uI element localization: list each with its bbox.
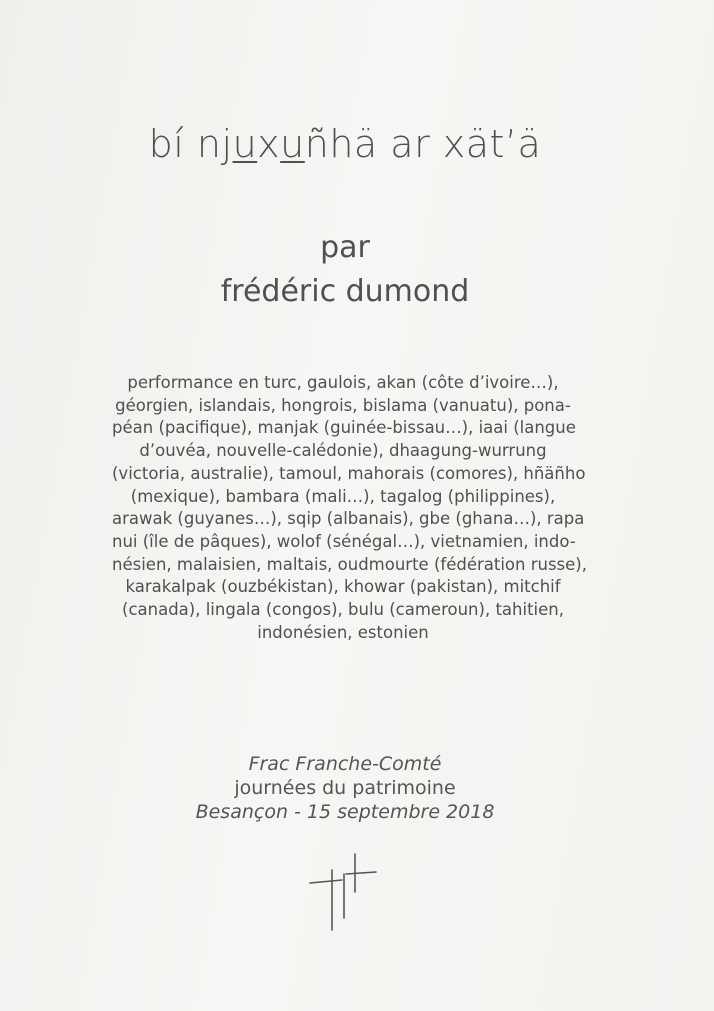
languages-line: (victoria, australie), tamoul, mahorais (comores), hñäñho [112, 463, 586, 483]
languages-line: (canada), lingala (congos), bulu (cameroun), tahitien, [122, 600, 564, 620]
title-underlined-letter-1: u [232, 122, 258, 166]
venue-block [0, 752, 690, 824]
languages-line: géorgien, islandais, hongrois, bislama (vanuatu), pona- [115, 395, 571, 415]
frac-cross-logo-icon [306, 852, 378, 932]
languages-line: nésien, malaisien, maltais, oudmourte (fédération russe), [112, 554, 587, 574]
languages-list [112, 372, 587, 644]
languages-line: (mexique), bambara (mali…), tagalog (philippines), [130, 486, 556, 506]
languages-line: péan (pacifique), manjak (guinée-bissau…), iaai (langue [112, 418, 576, 438]
place-and-date: Besançon - 15 septembre 2018 [195, 801, 495, 823]
languages-line: indonésien, estonien [257, 622, 429, 642]
languages-line: nui (île de pâques), wolof (sénégal…), vietnamien, indo- [112, 531, 576, 551]
institution-name: Frac Franche-Comté [248, 753, 442, 775]
work-title [0, 122, 690, 166]
title-part-3: ñhä ar xät’ä [304, 122, 542, 166]
languages-line: d’ouvéa, nouvelle-calédonie), dhaagung-wurrung [139, 441, 547, 461]
title-part-1: bí nj [148, 122, 233, 166]
languages-line: arawak (guyanes…), sqip (albanais), gbe (ghana…), rapa [112, 509, 585, 529]
event-name: journées du patrimoine [234, 777, 456, 799]
author-name: frédéric dumond [220, 274, 470, 309]
byline: par [320, 230, 370, 265]
title-part-2: x [257, 122, 281, 166]
languages-line: performance en turc, gaulois, akan (côte d’ivoire…), [127, 373, 559, 392]
title-underlined-letter-2: u [280, 122, 305, 166]
languages-line: karakalpak (ouzbékistan), khowar (pakistan), mitchif [125, 577, 561, 597]
